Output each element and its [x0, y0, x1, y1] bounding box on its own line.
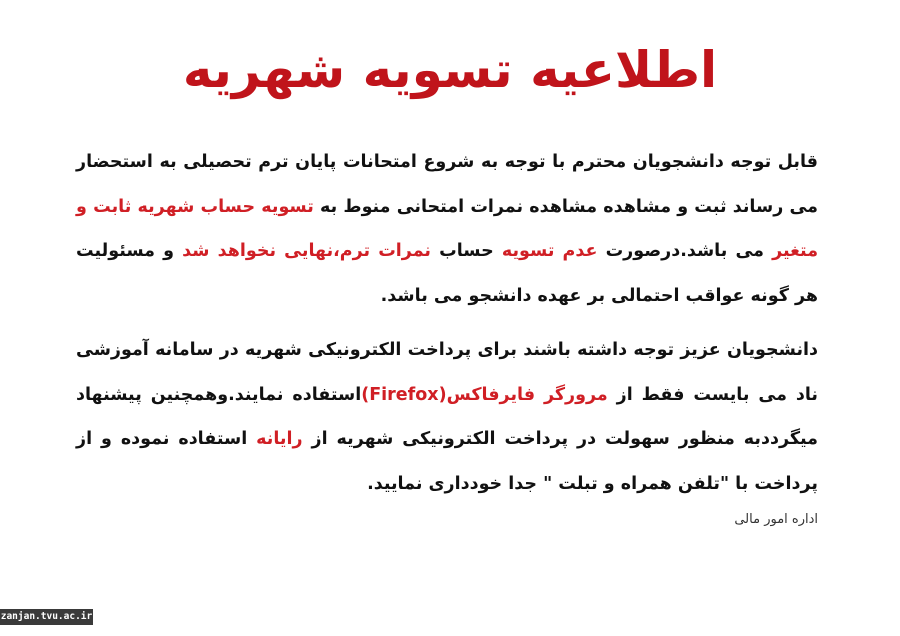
text-segment: قابل توجه دانشجویان محترم با توجه به شروع امتحانات پایان ترم تحصیلی به استحضار می رساند ثبت و مشاهده مشاهده نمرات امتحانی منوط به [76, 152, 818, 217]
announcement-body [76, 140, 818, 506]
text-segment: استفاده نموده و از پرداخت با "تلفن همراه و تبلت " جدا خودداری نمایید. [76, 429, 818, 494]
text-segment: می باشد.درصورت [597, 241, 773, 261]
text-segment: دانشجویان عزیز توجه داشته باشند برای پرداخت الکترونیکی شهریه در سامانه آموزشی ناد می بایست فقط از [76, 340, 818, 405]
highlight-settlement: تسویه حساب شهریه ثابت و متغیر [76, 196, 819, 261]
text-segment: استفاده نمایند.وهمچنین پیشنهاد میگرددبه منظور سهولت در پرداخت الکترونیکی شهریه از [76, 384, 818, 449]
signature-department: اداره امور مالی [734, 512, 818, 527]
highlight-non-settlement: عدم تسویه [501, 241, 598, 261]
highlight-grades-not-final: نمرات ترم،نهایی نخواهد شد [182, 241, 431, 261]
text-segment: و مسئولیت هر گونه عواقب احتمالی بر عهده دانشجو می باشد. [76, 241, 818, 306]
paragraph-payment [76, 328, 818, 506]
site-watermark: zanjan.tvu.ac.ir [0, 609, 93, 625]
highlight-computer: رایانه [256, 429, 303, 449]
highlight-firefox-browser: مرورگر فایرفاکس(Firefox) [361, 384, 608, 405]
text-segment: حساب [431, 241, 502, 261]
paragraph-exam-grades [76, 140, 818, 318]
page-title: اطلاعیه تسویه شهریه [182, 41, 718, 99]
